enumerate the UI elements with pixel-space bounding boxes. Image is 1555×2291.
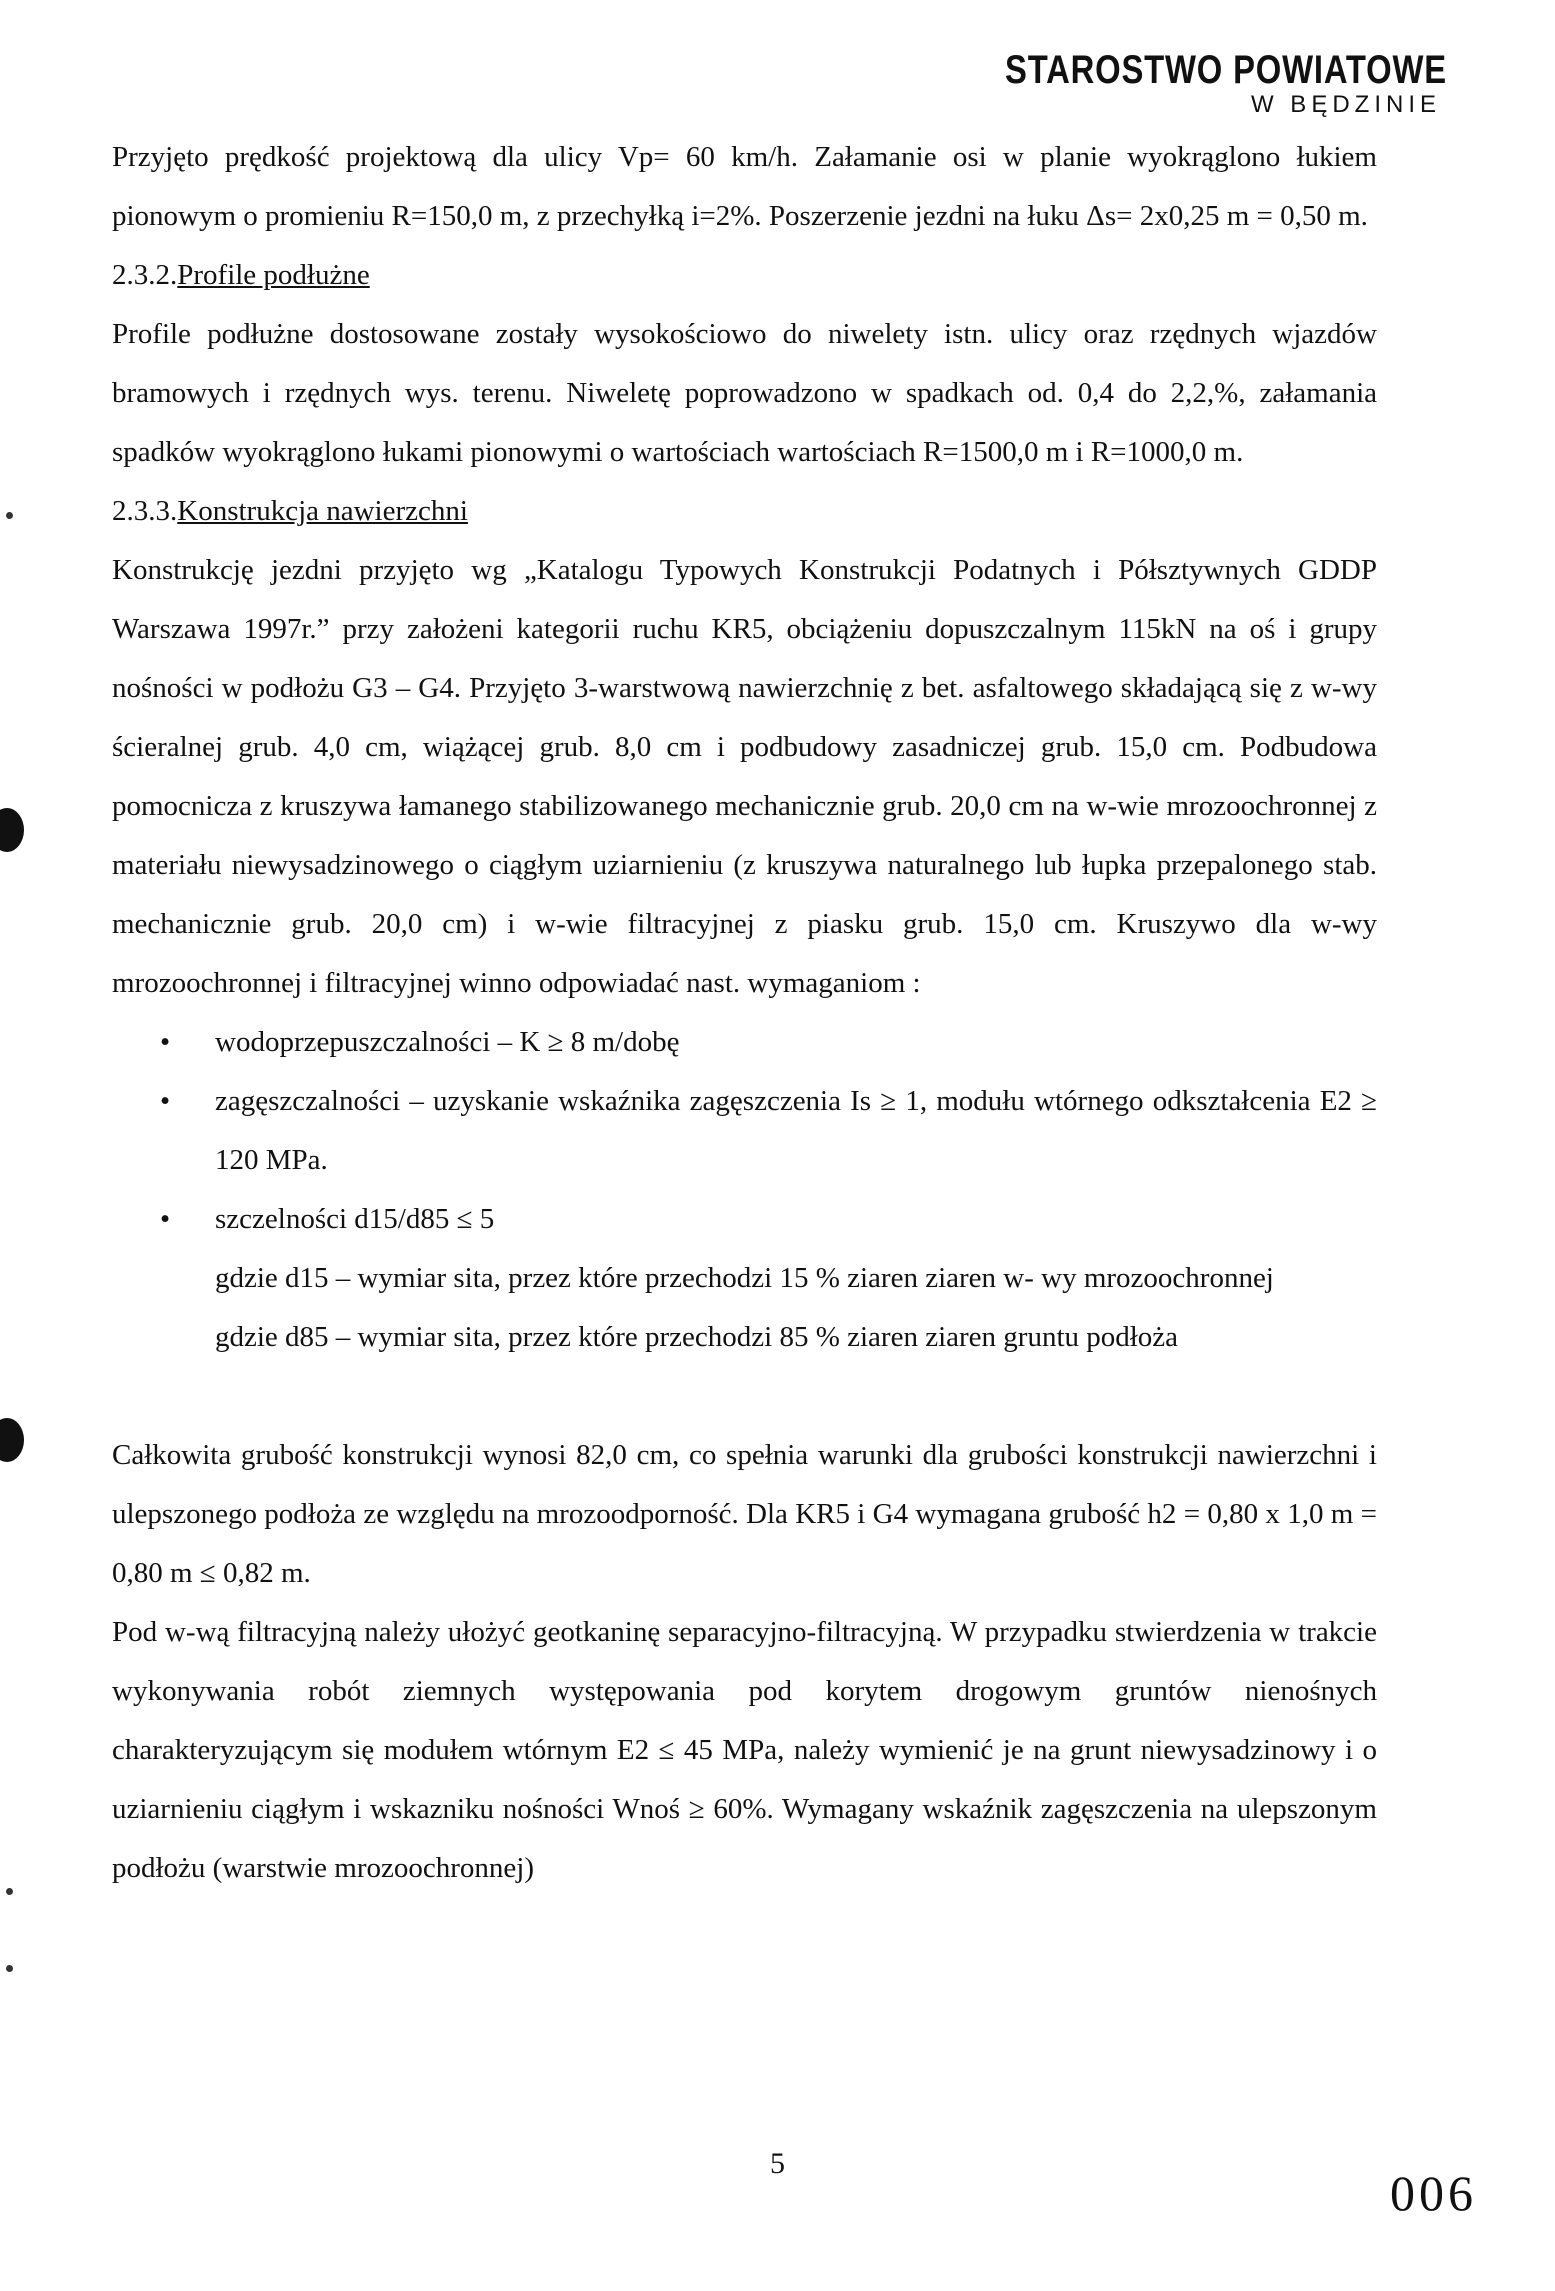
bullet-icon: • — [160, 1026, 171, 1058]
section-number: 2.3.3. — [112, 495, 178, 527]
binder-hole-bottom — [0, 1418, 24, 1462]
list-item — [112, 1072, 1377, 1190]
paragraph-total-thickness: Całkowita grubość konstrukcji wynosi 82,0 cm, co spełnia warunki dla grubości konstrukcji nawierzchni i ulepszonego podłoża ze względu na mrozoodporność. Dla KR5 i G4 wymagana grubość h2 = 0,80 x 1,0 m = 0,80 m ≤ 0,82 m. — [112, 1439, 1377, 1589]
paragraph-design-speed: Przyjęto prędkość projektową dla ulicy Vp= 60 km/h. Załamanie osi w planie wyokrąglono łukiem pionowym o promieniu R=150,0 m, z przechyłką i=2%. Poszerzenie jezdni na łuku Δs= 2x0,25 m = 0,50 m. — [112, 141, 1377, 232]
scan-speck — [6, 1888, 13, 1895]
section-title: Konstrukcja nawierzchni — [177, 495, 468, 527]
list-item-text: szczelności d15/d85 ≤ 5 — [215, 1203, 495, 1235]
office-stamp — [908, 48, 1447, 118]
binder-hole-top — [0, 808, 24, 852]
list-item — [112, 1013, 1377, 1072]
definition-d85: gdzie d85 – wymiar sita, przez które przechodzi 85 % ziaren ziaren gruntu podłoża — [215, 1321, 1179, 1353]
list-item-text: zagęszczalności – uzyskanie wskaźnika zagęszczenia Is ≥ 1, modułu wtórnego odkształcenia E2 ≥ 120 MPa. — [215, 1085, 1377, 1176]
bullet-icon: • — [160, 1085, 171, 1117]
scan-speck — [6, 1965, 13, 1972]
document-code: 006 — [1390, 2165, 1477, 2221]
list-item-text: wodoprzepuszczalności – K ≥ 8 m/dobę — [215, 1026, 680, 1058]
list-item — [112, 1190, 1377, 1249]
stamp-city: W BĘDZINIE — [1250, 91, 1441, 118]
paragraph-profiles: Profile podłużne dostosowane zostały wysokościowo do niwelety istn. ulicy oraz rzędnych wjazdów bramowych i rzędnych wys. terenu. Niweletę poprowadzono w spadkach od. 0,4 do 2,2,%, załamania spadków wyokrąglono łukami pionowymi o wartościach wartościach R=1500,0 m i R=1000,0 m. — [112, 318, 1377, 468]
section-heading-profiles — [112, 246, 1377, 305]
section-title: Profile podłużne — [177, 259, 370, 291]
requirements-list — [112, 1013, 1377, 1249]
scan-speck — [6, 512, 13, 519]
section-number: 2.3.2. — [112, 259, 178, 291]
page-number: 5 — [770, 2147, 785, 2180]
paragraph-gap — [112, 1367, 1377, 1426]
paragraph-pavement-structure: Konstrukcję jezdni przyjęto wg „Katalogu Typowych Konstrukcji Podatnych i Półsztywnych GDDP Warszawa 1997r.” przy założeni kategorii ruchu KR5, obciążeniu dopuszczalnym 115kN na oś i grupy nośności w podłożu G3 – G4. Przyjęto 3-warstwową nawierzchnię z bet. asfaltowego składającą się z w-wy ścieralnej grub. 4,0 cm, wiążącej grub. 8,0 cm i podbudowy zasadniczej grub. 15,0 cm. Podbudowa pomocnicza z kruszywa łamanego stabilizowanego mechanicznie grub. 20,0 cm na w-wie mrozoochronnej z materiału niewysadzinowego o ciągłym uziarnieniu (z kruszywa naturalnego lub łupka przepalonego stab. mechanicznie grub. 20,0 cm) i w-wie filtracyjnej z piasku grub. 15,0 cm. Kruszywo dla w-wy mrozoochronnej i filtracyjnej winno odpowiadać nast. wymaganiom : — [112, 554, 1377, 999]
definition-d15: gdzie d15 – wymiar sita, przez które przechodzi 15 % ziaren ziaren w- wy mrozoochronnej — [215, 1262, 1274, 1294]
section-heading-pavement — [112, 482, 1377, 541]
stamp-title: STAROSTWO POWIATOWE — [1005, 48, 1447, 92]
document-body — [112, 128, 1377, 1898]
bullet-icon: • — [160, 1203, 171, 1235]
paragraph-geotextile: Pod w-wą filtracyjną należy ułożyć geotkaninę separacyjno-filtracyjną. W przypadku stwierdzenia w trakcie wykonywania robót ziemnych występowania pod korytem drogowym gruntów nienośnych charakteryzującym się modułem wtórnym E2 ≤ 45 MPa, należy wymienić je na grunt niewysadzinowy i o uziarnieniu ciągłym i wskazniku nośności Wnoś ≥ 60%. Wymagany wskaźnik zagęszczenia na ulepszonym podłożu (warstwie mrozoochronnej) — [112, 1616, 1377, 1884]
